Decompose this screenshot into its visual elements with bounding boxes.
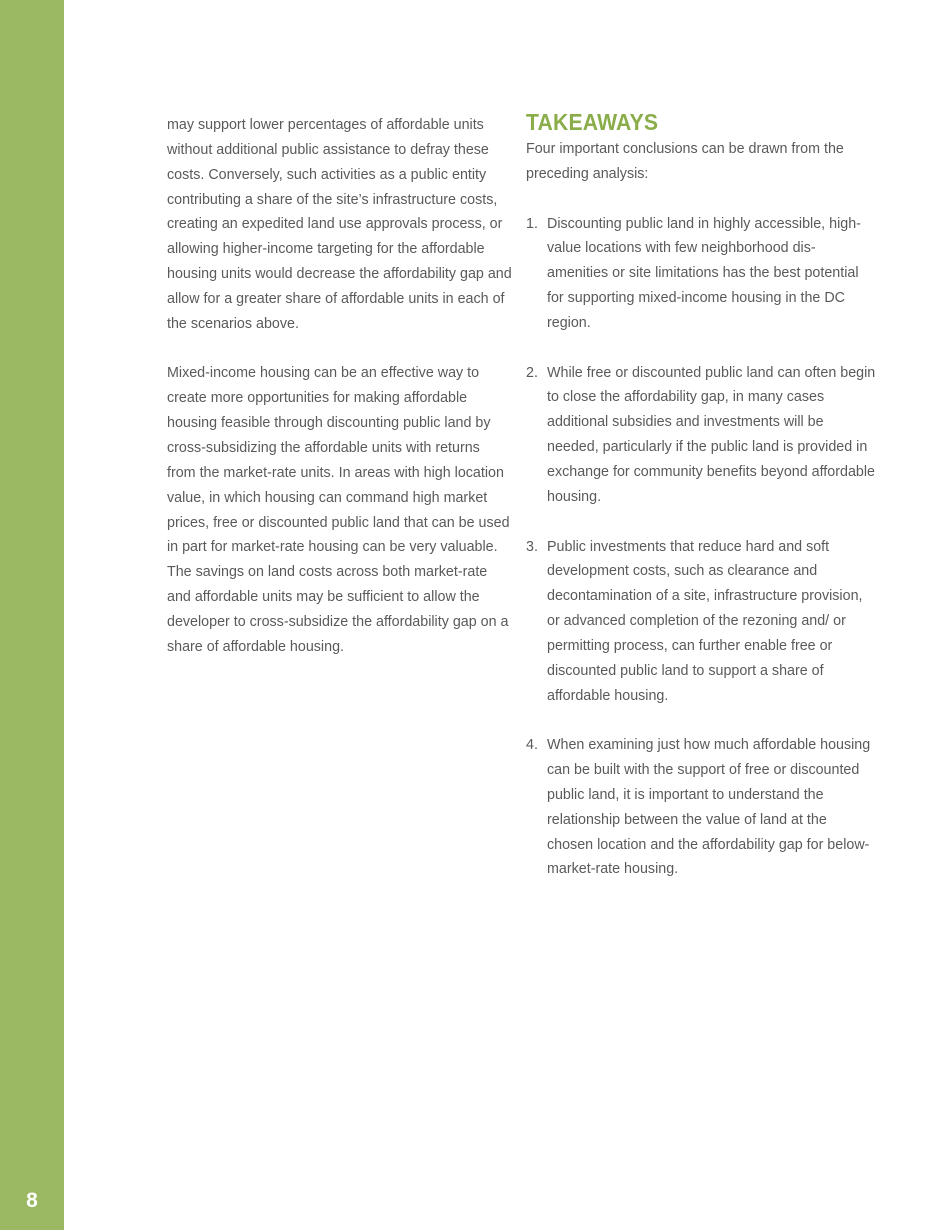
takeaway-text: While free or discounted public land can often begin to close the affordability gap, in many cases additional subsidies and investments will be needed, particularly if the public land is provided in exchange for community benefits beyond affordable housing. — [547, 364, 876, 505]
body-paragraph-1: may support lower percentages of affordable units without additional public assistance to defray these costs. Conversely, such activities as a public entity contributing a share of the site’s infrastructure costs, creating an expedited land use approvals process, or allowing higher-income targeting for the affordable housing units would decrease the affordability gap and allow for a greater share of affordable units in each of the scenarios above. — [167, 117, 512, 332]
page-number: 8 — [26, 1189, 38, 1212]
body-paragraph-2: Mixed-income housing can be an effective way to create more opportunities for making affordable housing feasible through discounting public land by cross-subsidizing the affordable units with returns from the market-rate units. In areas with high location value, in which housing can command high market prices, free or discounted public land that can be used in part for market-rate housing can be very valuable. The savings on land costs across both market-rate and affordable units may be sufficient to allow the developer to cross-subsidize the affordability gap on a share of affordable housing. — [167, 365, 510, 655]
takeaways-heading: TAKEAWAYS — [526, 109, 659, 135]
sidebar-band — [0, 0, 64, 1230]
takeaways-section — [526, 107, 876, 907]
takeaway-item-3 — [526, 535, 876, 709]
takeaway-number: 4. — [526, 737, 538, 754]
takeaway-number: 1. — [526, 215, 538, 232]
takeaway-number: 3. — [526, 538, 538, 555]
takeaway-number: 2. — [526, 364, 538, 381]
takeaways-list — [526, 212, 876, 883]
takeaway-text: Public investments that reduce hard and soft development costs, such as clearance and decontamination of a site, infrastructure provision, or advanced completion of the rezoning and/ or permitting process, can further enable free or discounted public land to support a share of affordable housing. — [547, 538, 863, 704]
takeaways-intro: Four important conclusions can be drawn from the preceding analysis: — [526, 141, 844, 182]
takeaway-item-2 — [526, 361, 876, 510]
takeaway-item-1 — [526, 212, 876, 336]
takeaway-text: Discounting public land in highly accessible, high-value locations with few neighborhood dis-amenities or site limitations has the best potential for supporting mixed-income housing in the DC region. — [547, 215, 861, 331]
takeaway-text: When examining just how much affordable housing can be built with the support of free or discounted public land, it is important to understand the relationship between the value of land at the chosen location and the affordability gap for below-market-rate housing. — [547, 737, 871, 878]
left-column — [167, 113, 512, 660]
takeaway-item-4 — [526, 733, 876, 882]
